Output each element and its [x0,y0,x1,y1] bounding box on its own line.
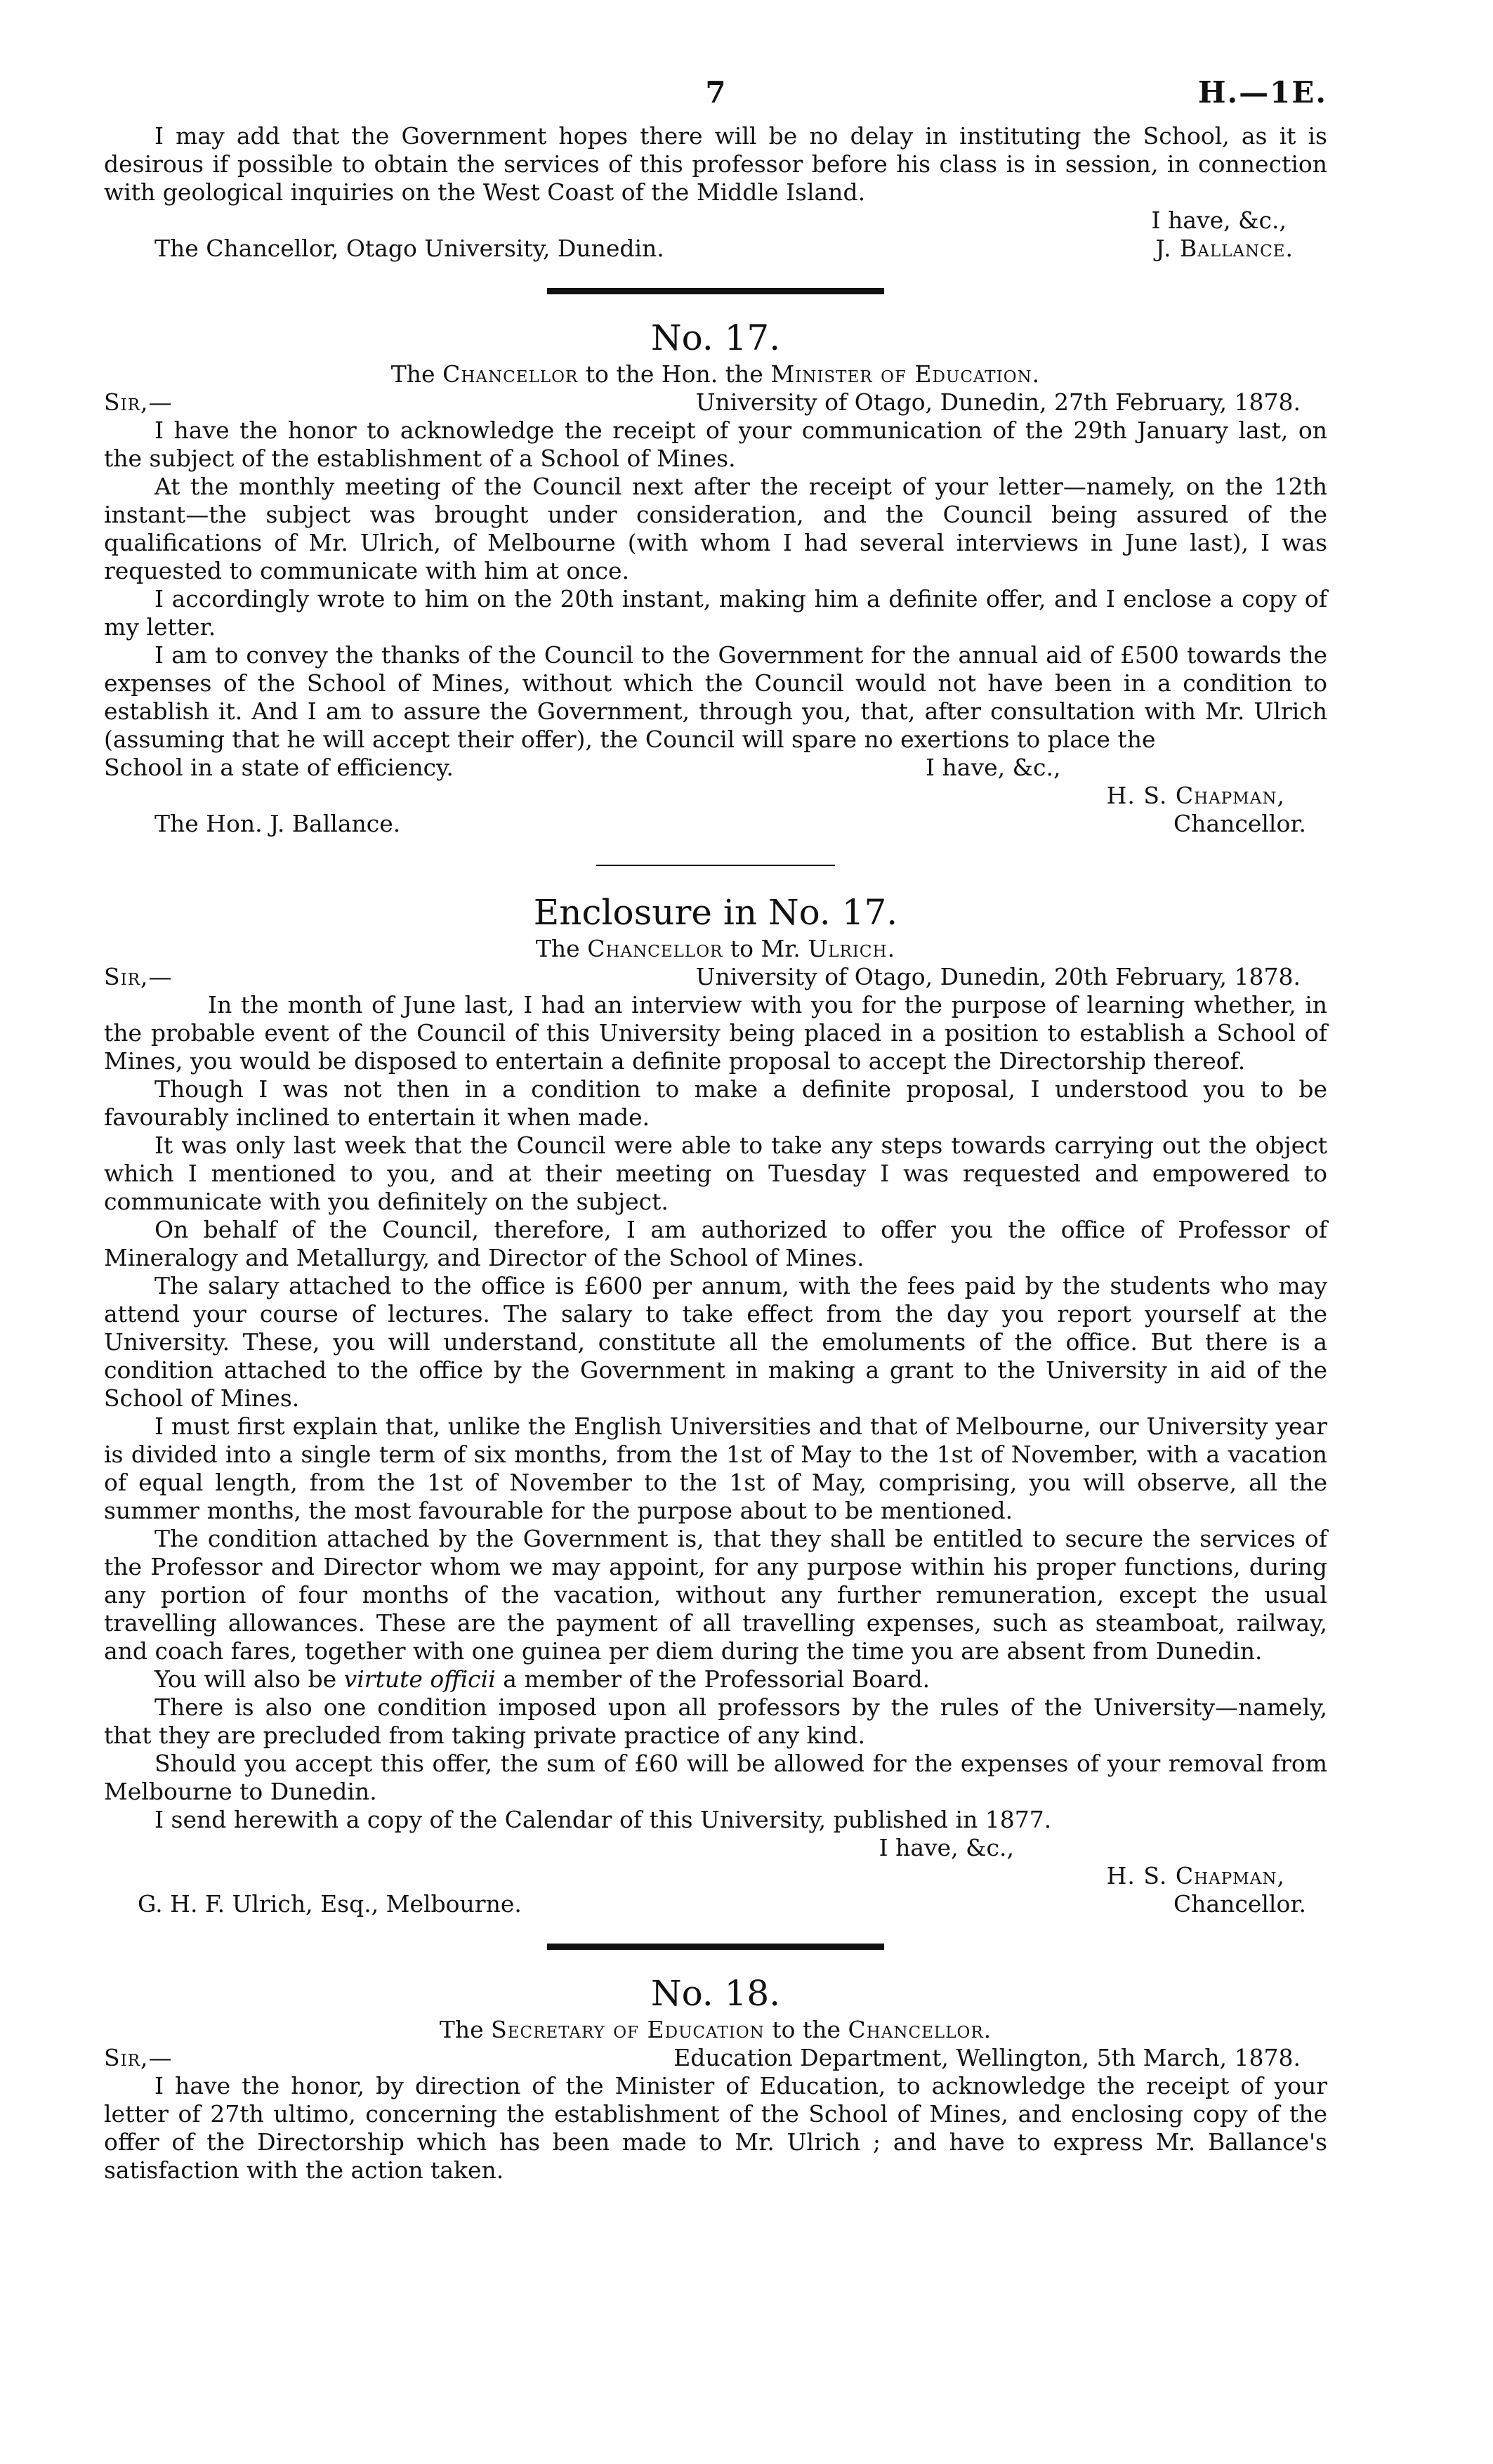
enclosure-paragraph-1: In the month of June last, I had an interview with you for the purpose of learning whether, in the probable event of the Council of this University being placed in a position to establish a School of Mines, you would be disposed to entertain a definite proposal to accept the Directorship thereof. [104,991,1327,1075]
no17-to: Minister of Education. [770,360,1041,388]
enclosure-subtitle [104,935,1327,963]
enclosure-addressee: G. H. F. Ulrich, Esq., Melbourne. [138,1890,522,1918]
no17-paragraph-1: I have the honor to acknowledge the receipt of your communication of the 29th January last, on the subject of the establishment of a School of Mines. [104,417,1327,472]
enclosure-from: Chancellor [587,935,723,962]
enclosure-title: Enclosure in No. 17. [533,892,898,933]
enclosure-paragraph-5: The salary attached to the office is £600 per annum, with the fees paid by the students who may attend your course of lectures. The salary to take effect from the day you report yourself at the University. These, you will understand, constitute all the emoluments of the office. But there is a condition attached to the office by the Government in making a grant to the University in aid of the School of Mines. [104,1272,1327,1412]
intro-paragraph: I may add that the Government hopes there will be no delay in instituting the School, as it is desirous if possible to obtain the services of this professor before his class is in session, in connection with geological inquiries on the West Coast of the Middle Island. [104,122,1327,206]
no18-subtitle [104,2016,1327,2044]
page-header [104,65,1327,114]
no18-salutation-row [104,2044,1327,2072]
no17-salutation-row [104,388,1327,417]
enclosure-paragraph-3: It was only last week that the Council were able to take any steps towards carrying out the object which I mentioned to you, and at their meeting on Tuesday I was requested and empowered to communicate with you definitely on the subject. [104,1132,1327,1215]
no17-title-row [104,810,1327,838]
enclosure-the: The [535,935,580,962]
paper-reference: H.—1E. [1197,75,1327,110]
enclosure-signature: H. S. Chapman, [1106,1862,1285,1889]
intro-addressee: The Chancellor, Otago University, Dunedin. [154,235,664,262]
enclosure-place-date: University of Otago, Dunedin, 20th February, 1878. [695,963,1301,990]
no18-place-date: Education Department, Wellington, 5th March, 1878. [673,2044,1301,2071]
document-page [104,65,1327,2184]
enclosure-signature-title: Chancellor. [1173,1890,1306,1918]
virtute-italic: virtute officii [343,1665,496,1693]
intro-closing: I have, &c., [1151,207,1287,234]
no17-addressee: The Hon. J. Ballance. [154,810,401,837]
no17-salutation: Sir,— [104,388,173,416]
no17-paragraph-2: At the monthly meeting of the Council next after the receipt of your letter—namely, on the 12th instant—the subject was brought under consideration, and the Council being assured of the qualifications of Mr. Ulrich, of Melbourne (with whom I had several interviews in June last), I was requested to communicate with him at once. [104,473,1327,584]
no17-to-prefix: to the Hon. the [585,360,763,388]
enclosure-title-row [104,1890,1327,1918]
virtute-post: a member of the Professorial Board. [503,1665,930,1693]
no17-signature: H. S. Chapman, [1106,782,1285,809]
no18-title: No. 18. [650,1973,781,2014]
no17-paragraph-3: I accordingly wrote to him on the 20th instant, making him a definite offer, and I enclose a copy of my letter. [104,585,1327,641]
enclosure-signature-row [104,1862,1327,1890]
enclosure-paragraph-2: Though I was not then in a condition to make a definite proposal, I understood you to be favourably inclined to entertain it when made. [104,1075,1327,1131]
no17-title: No. 17. [650,317,781,358]
enclosure-divider [596,865,835,866]
enclosure-paragraph-4: On behalf of the Council, therefore, I am authorized to offer you the office of Professor of Mineralogy and Metallurgy, and Director of the School of Mines. [104,1216,1327,1271]
intro-signoff-row [104,235,1327,263]
no18-to: Chancellor. [848,2016,992,2043]
no17-the: The [390,360,435,388]
intro-signature: J. Ballance. [1155,235,1294,262]
no18-salutation: Sir,— [104,2044,173,2071]
enclosure-paragraph-8: There is also one condition imposed upon all professors by the rules of the University—namely, that they are precluded from taking private practice of any kind. [104,1693,1327,1749]
no17-last-line: School in a state of efficiency. [104,754,454,781]
no17-closing-row [104,754,1327,782]
enclosure-paragraph-virtute [104,1665,1327,1693]
virtute-pre: You will also be [154,1665,337,1693]
no17-place-date: University of Otago, Dunedin, 27th February, 1878. [695,388,1301,416]
enclosure-to: Ulrich. [808,935,896,962]
no18-the: The [439,2016,484,2043]
enclosure-salutation-row [104,963,1327,991]
section-divider-2 [547,1944,884,1950]
enclosure-paragraph-7: The condition attached by the Government is, that they shall be entitled to secure the services of the Professor and Director whom we may appoint, for any purpose within his proper functions, during any portion of four months of the vacation, without any further remuneration, except the usual travelling allowances. These are the payment of all travelling expenses, such as steamboat, railway, and coach fares, together with one guinea per diem during the time you are absent from Dunedin. [104,1525,1327,1665]
enclosure-closing: I have, &c., [879,1834,1014,1861]
enclosure-paragraph-9: Should you accept this offer, the sum of £60 will be allowed for the expenses of your removal from Melbourne to Dunedin. [104,1750,1327,1805]
enclosure-paragraph-6: I must first explain that, unlike the English Universities and that of Melbourne, our University year is divided into a single term of six months, from the 1st of May to the 1st of November, with a vacation of equal length, from the 1st of November to the 1st of May, comprising, you will observe, all the summer months, the most favourable for the purpose about to be mentioned. [104,1413,1327,1524]
enclosure-salutation: Sir,— [104,963,173,990]
no17-closing: I have, &c., [926,754,1061,781]
no17-signature-title: Chancellor. [1173,810,1306,837]
no17-subtitle [104,360,1327,388]
enclosure-to-prefix: to Mr. [730,935,801,962]
no17-paragraph-4: I am to convey the thanks of the Council to the Government for the annual aid of £500 towards the expenses of the School of Mines, without which the Council would not have been in a condition to establish it. And I am to assure the Government, through you, that, after consultation with Mr. Ulrich (assuming that he will accept their offer), the Council will spare no exertions to place the [104,641,1327,753]
section-divider [547,288,884,294]
no17-from: Chancellor [442,360,579,388]
no18-paragraph: I have the honor, by direction of the Minister of Education, to acknowledge the receipt of your letter of 27th ultimo, concerning the establishment of the School of Mines, and enclosing copy of the offer of the Directorship which has been made to Mr. Ulrich ; and have to express Mr. Ballance's satisfaction with the action taken. [104,2072,1327,2184]
no17-signature-row [104,782,1327,810]
no18-to-prefix: to the [772,2016,841,2043]
page-number: 7 [705,75,726,110]
enclosure-paragraph-10: I send herewith a copy of the Calendar of this University, published in 1877. [154,1806,1052,1833]
no18-from: Secretary of Education [491,2016,765,2043]
